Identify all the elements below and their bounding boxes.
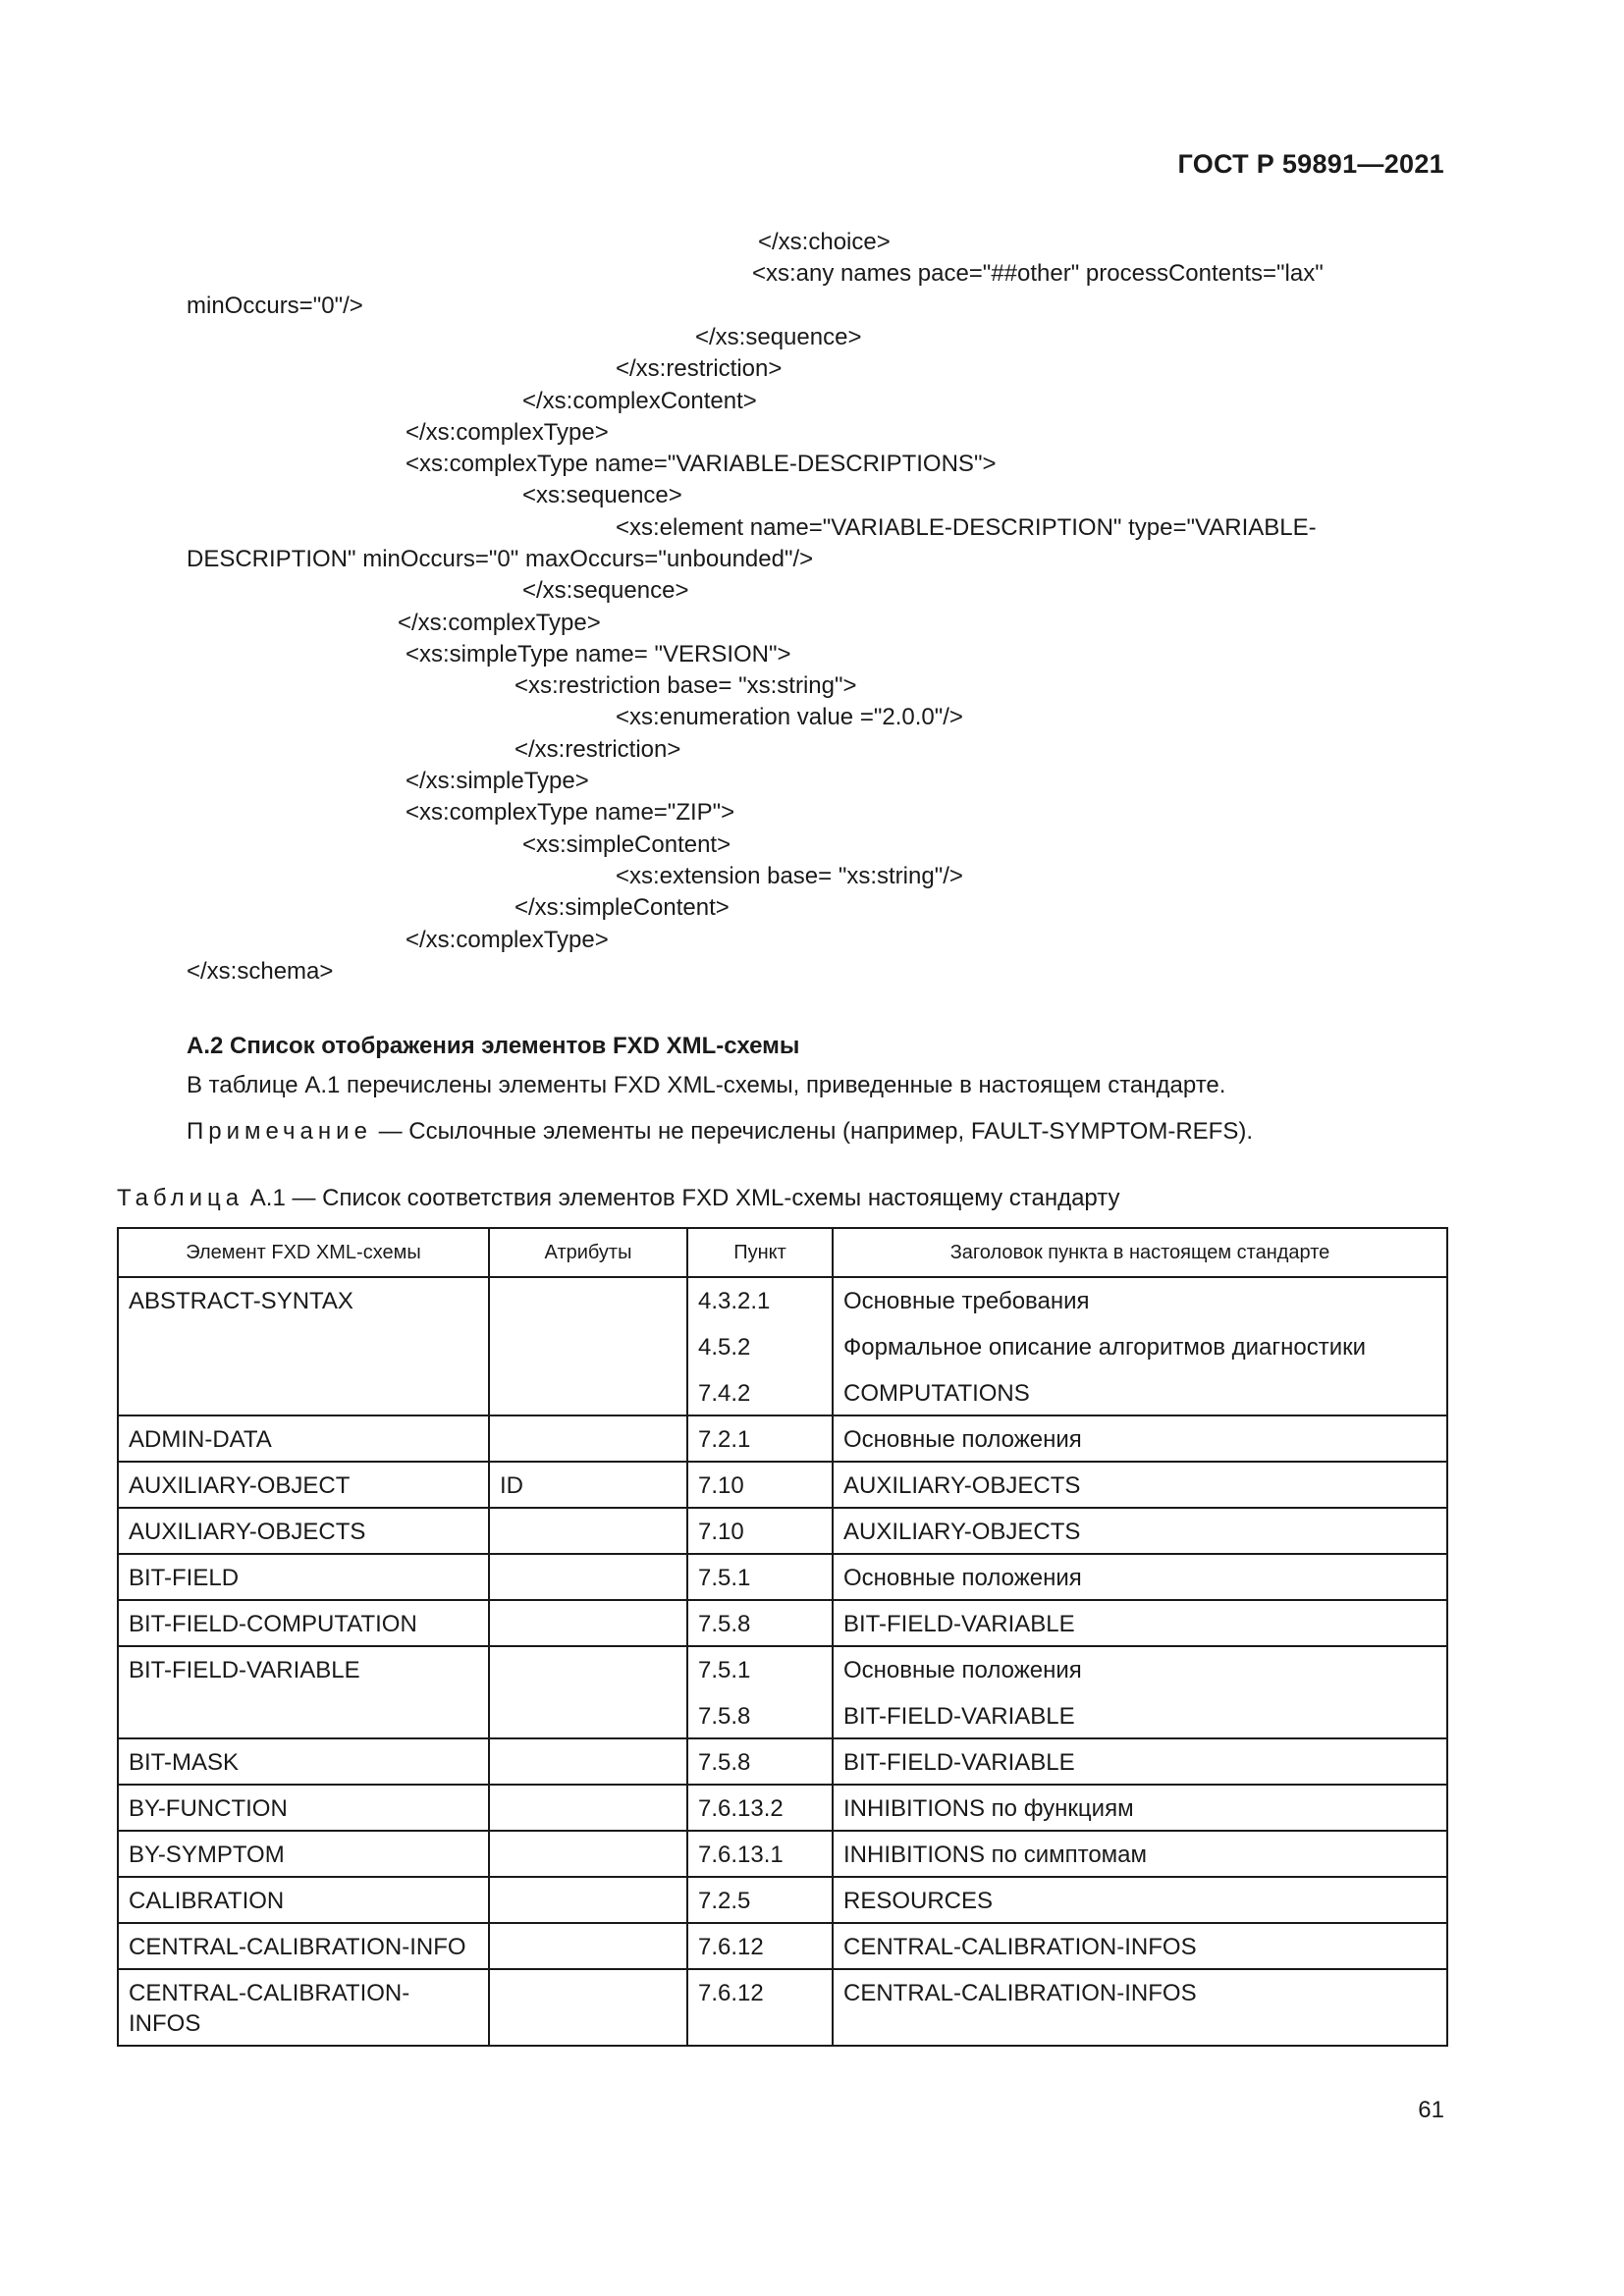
table-row — [118, 1415, 1447, 1462]
code-line: <xs:restriction base= "xs:string"> — [514, 672, 857, 699]
clause-title: Основные требования — [843, 1288, 1090, 1314]
page-number: 61 — [1418, 2097, 1444, 2123]
clause-number: 7.6.13.2 — [698, 1795, 784, 1822]
code-line: </xs:complexType> — [398, 610, 601, 636]
column-header-clause-title: Заголовок пункта в настоящем стандарте — [833, 1228, 1447, 1277]
clause-title: Формальное описание алгоритмов диагностики — [843, 1334, 1367, 1361]
clause-title: AUXILIARY-OBJECTS — [843, 1472, 1081, 1499]
section-intro: В таблице А.1 перечислены элементы FXD XML-схемы, приведенные в настоящем стандарте. — [187, 1072, 1226, 1098]
code-line: </xs:complexType> — [406, 927, 609, 953]
clause-number: 4.3.2.1 — [698, 1288, 771, 1314]
section-note — [187, 1118, 1253, 1146]
cell-attributes — [489, 1508, 687, 1554]
code-line: <xs:sequence> — [522, 482, 682, 508]
table-row — [118, 1923, 1447, 1969]
cell-element: BIT-FIELD — [118, 1554, 489, 1600]
table-row — [118, 1646, 1447, 1738]
cell-clause — [687, 1508, 833, 1554]
clause-title: Основные положения — [843, 1657, 1082, 1683]
cell-attributes — [489, 1600, 687, 1646]
cell-attributes — [489, 1877, 687, 1923]
table-row — [118, 1831, 1447, 1877]
clause-number: 7.10 — [698, 1519, 744, 1545]
cell-clause-title — [833, 1462, 1447, 1508]
cell-clause — [687, 1277, 833, 1415]
clause-title: Основные положения — [843, 1426, 1082, 1453]
table-row — [118, 1969, 1447, 2046]
cell-element: ADMIN-DATA — [118, 1415, 489, 1462]
cell-element: ABSTRACT-SYNTAX — [118, 1277, 489, 1415]
cell-clause-title — [833, 1600, 1447, 1646]
cell-element: CENTRAL-CALIBRATION-INFO — [118, 1923, 489, 1969]
code-line: minOccurs="0"/> — [187, 293, 363, 319]
code-line: <xs:simpleType name= "VERSION"> — [406, 641, 791, 667]
code-line: </xs:complexType> — [406, 419, 609, 446]
table-row — [118, 1877, 1447, 1923]
clause-title: BIT-FIELD-VARIABLE — [843, 1749, 1075, 1776]
cell-element: BY-SYMPTOM — [118, 1831, 489, 1877]
clause-title: BIT-FIELD-VARIABLE — [843, 1611, 1075, 1637]
clause-title: BIT-FIELD-VARIABLE — [843, 1703, 1075, 1730]
cell-element: CENTRAL-CALIBRATION-INFOS — [118, 1969, 489, 2046]
mapping-table — [117, 1227, 1448, 2047]
clause-number: 7.4.2 — [698, 1380, 751, 1407]
cell-element: BIT-MASK — [118, 1738, 489, 1785]
cell-clause — [687, 1600, 833, 1646]
code-line: </xs:sequence> — [695, 324, 862, 350]
cell-clause — [687, 1554, 833, 1600]
cell-clause — [687, 1831, 833, 1877]
clause-number: 7.5.8 — [698, 1703, 751, 1730]
code-line: </xs:restriction> — [616, 355, 783, 382]
column-header-attributes: Атрибуты — [489, 1228, 687, 1277]
note-label: Примечание — [187, 1118, 372, 1145]
code-line: </xs:simpleType> — [406, 768, 589, 794]
clause-number: 7.6.13.1 — [698, 1842, 784, 1868]
code-line: <xs:any names pace="##other" processContents="lax" — [752, 260, 1324, 287]
code-line: <xs:enumeration value ="2.0.0"/> — [616, 704, 963, 730]
code-line: </xs:choice> — [758, 229, 891, 255]
cell-element: BY-FUNCTION — [118, 1785, 489, 1831]
code-line: </xs:schema> — [187, 958, 334, 985]
cell-clause — [687, 1462, 833, 1508]
table-row — [118, 1738, 1447, 1785]
table-caption-label: Таблица — [117, 1185, 244, 1211]
table-body — [118, 1277, 1447, 2046]
cell-clause-title — [833, 1415, 1447, 1462]
cell-attributes — [489, 1554, 687, 1600]
table-row — [118, 1277, 1447, 1415]
code-line: <xs:complexType name="VARIABLE-DESCRIPTIONS"> — [406, 451, 997, 477]
cell-clause — [687, 1969, 833, 2046]
cell-clause — [687, 1785, 833, 1831]
cell-clause-title — [833, 1738, 1447, 1785]
section-title: А.2 Список отображения элементов FXD XML-схемы — [187, 1033, 800, 1059]
clause-title: INHIBITIONS по функциям — [843, 1795, 1134, 1822]
cell-clause-title — [833, 1969, 1447, 2046]
clause-number: 7.2.5 — [698, 1888, 751, 1914]
table-row — [118, 1508, 1447, 1554]
document-header: ГОСТ Р 59891—2021 — [1177, 149, 1444, 179]
clause-number: 7.5.8 — [698, 1749, 751, 1776]
cell-clause-title — [833, 1646, 1447, 1738]
cell-clause-title — [833, 1877, 1447, 1923]
table-row — [118, 1600, 1447, 1646]
table-row — [118, 1785, 1447, 1831]
clause-title: AUXILIARY-OBJECTS — [843, 1519, 1081, 1545]
clause-title: CENTRAL-CALIBRATION-INFOS — [843, 1934, 1197, 1960]
column-header-element: Элемент FXD XML-схемы — [118, 1228, 489, 1277]
table-header-row — [118, 1228, 1447, 1277]
cell-clause-title — [833, 1277, 1447, 1415]
clause-title: INHIBITIONS по симптомам — [843, 1842, 1148, 1868]
cell-element: AUXILIARY-OBJECTS — [118, 1508, 489, 1554]
cell-clause-title — [833, 1831, 1447, 1877]
cell-clause — [687, 1923, 833, 1969]
cell-element: BIT-FIELD-VARIABLE — [118, 1646, 489, 1738]
clause-title: COMPUTATIONS — [843, 1380, 1030, 1407]
cell-clause — [687, 1877, 833, 1923]
code-line: <xs:element name="VARIABLE-DESCRIPTION" type="VARIABLE- — [616, 514, 1317, 541]
cell-attributes — [489, 1738, 687, 1785]
code-line: <xs:simpleContent> — [522, 831, 731, 858]
clause-number: 7.5.1 — [698, 1657, 751, 1683]
cell-attributes — [489, 1831, 687, 1877]
clause-number: 7.5.1 — [698, 1565, 751, 1591]
table-row — [118, 1554, 1447, 1600]
cell-element: BIT-FIELD-COMPUTATION — [118, 1600, 489, 1646]
code-line: DESCRIPTION" minOccurs="0" maxOccurs="unbounded"/> — [187, 546, 814, 572]
code-line: <xs:extension base= "xs:string"/> — [616, 863, 963, 889]
code-line: </xs:restriction> — [514, 736, 681, 763]
cell-attributes — [489, 1415, 687, 1462]
cell-clause-title — [833, 1508, 1447, 1554]
cell-clause — [687, 1738, 833, 1785]
cell-attributes — [489, 1923, 687, 1969]
cell-element: CALIBRATION — [118, 1877, 489, 1923]
code-line: </xs:sequence> — [522, 577, 689, 604]
cell-attributes: ID — [489, 1462, 687, 1508]
table-caption — [117, 1185, 1120, 1212]
code-line: <xs:complexType name="ZIP"> — [406, 799, 735, 826]
clause-number: 7.2.1 — [698, 1426, 751, 1453]
cell-clause-title — [833, 1785, 1447, 1831]
cell-attributes — [489, 1646, 687, 1738]
clause-number: 7.6.12 — [698, 1934, 764, 1960]
cell-clause-title — [833, 1923, 1447, 1969]
clause-title: CENTRAL-CALIBRATION-INFOS — [843, 1980, 1197, 2006]
cell-element: AUXILIARY-OBJECT — [118, 1462, 489, 1508]
cell-clause-title — [833, 1554, 1447, 1600]
clause-number: 7.10 — [698, 1472, 744, 1499]
cell-clause — [687, 1415, 833, 1462]
cell-clause — [687, 1646, 833, 1738]
table-caption-text: А.1 — Список соответствия элементов FXD XML-схемы настоящему стандарту — [244, 1185, 1120, 1211]
column-header-clause: Пункт — [687, 1228, 833, 1277]
code-line: </xs:simpleContent> — [514, 894, 730, 921]
cell-attributes — [489, 1969, 687, 2046]
code-line: </xs:complexContent> — [522, 388, 757, 414]
clause-number: 4.5.2 — [698, 1334, 751, 1361]
clause-title: RESOURCES — [843, 1888, 994, 1914]
cell-attributes — [489, 1785, 687, 1831]
cell-attributes — [489, 1277, 687, 1415]
table-row — [118, 1462, 1447, 1508]
clause-number: 7.6.12 — [698, 1980, 764, 2006]
note-text: — Ссылочные элементы не перечислены (например, FAULT-SYMPTOM-REFS). — [371, 1118, 1253, 1145]
clause-number: 7.5.8 — [698, 1611, 751, 1637]
clause-title: Основные положения — [843, 1565, 1082, 1591]
